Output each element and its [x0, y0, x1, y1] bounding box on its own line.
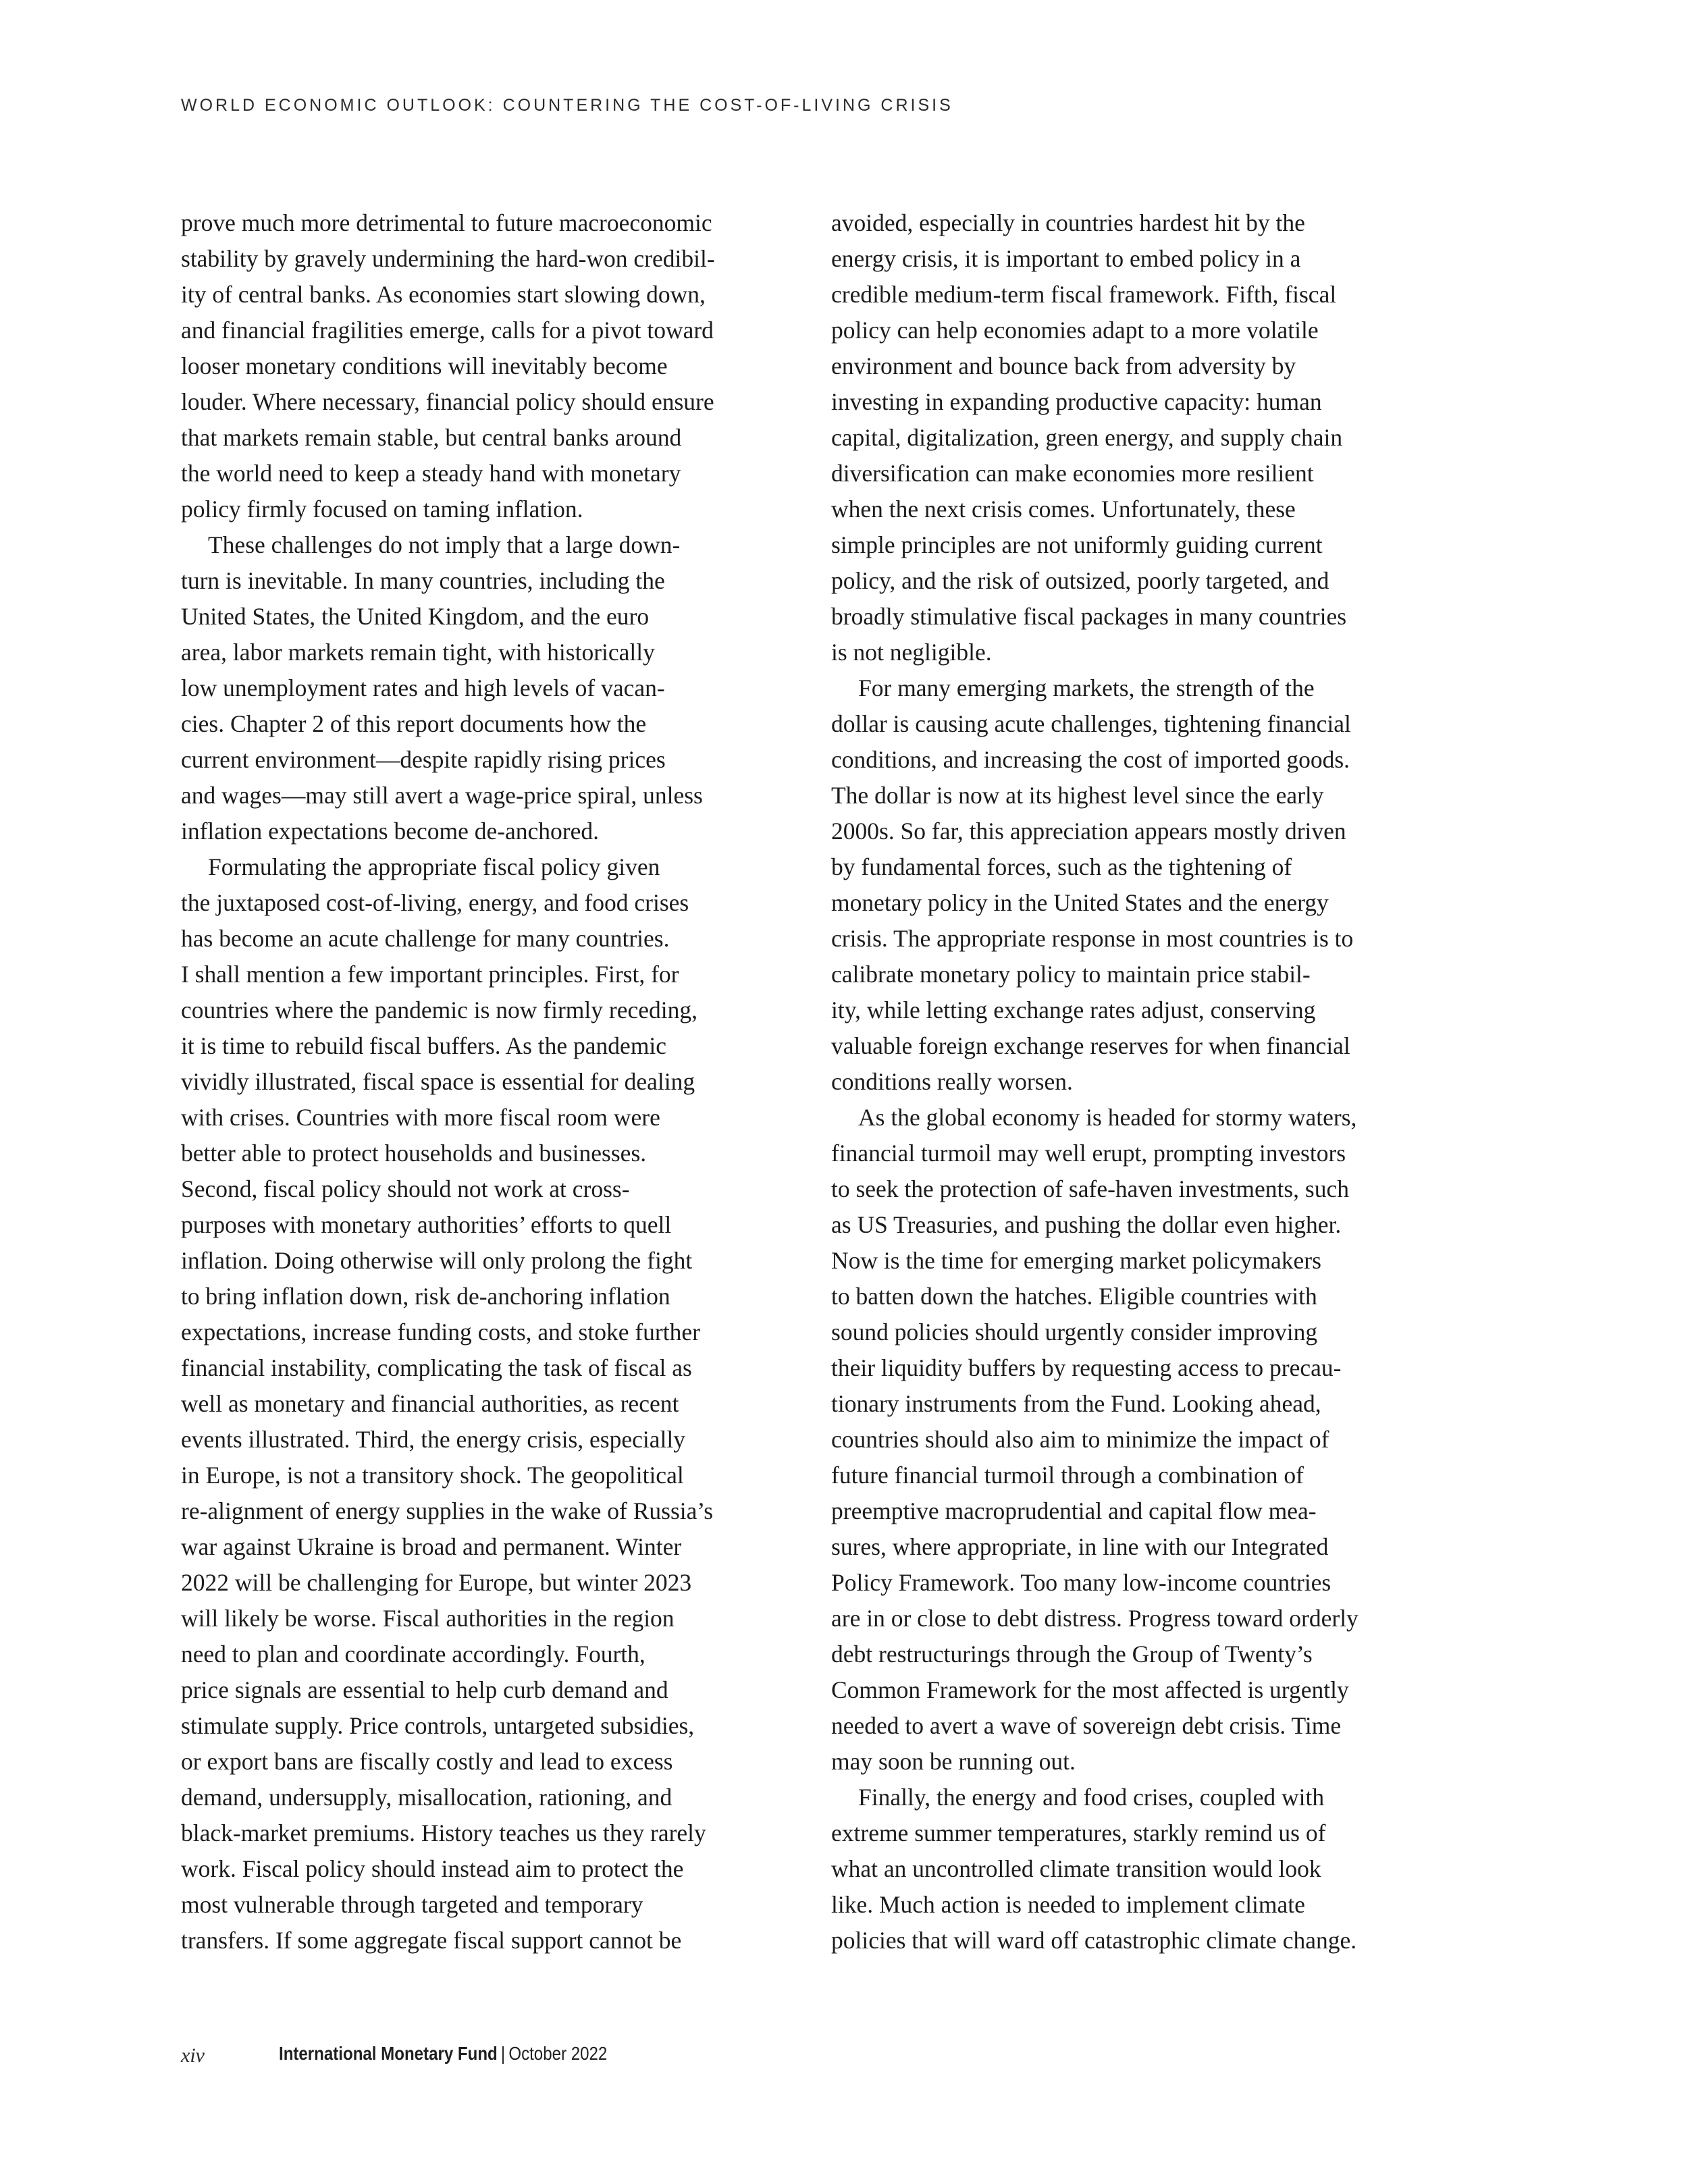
text-line: sound policies should urgently consider improving [831, 1319, 1318, 1346]
text-line: will likely be worse. Fiscal authorities in the region [181, 1605, 675, 1632]
text-line: simple principles are not uniformly guiding current [831, 531, 1323, 558]
text-line: calibrate monetary policy to maintain price stabil- [831, 961, 1311, 988]
text-line: I shall mention a few important principles. First, for [181, 961, 679, 988]
text-line: The dollar is now at its highest level since the early [831, 782, 1324, 809]
text-line: purposes with monetary authorities’ efforts to quell [181, 1211, 672, 1238]
text-line: most vulnerable through targeted and temporary [181, 1891, 643, 1918]
text-line: war against Ukraine is broad and permanent. Winter [181, 1533, 682, 1560]
text-line: expectations, increase funding costs, and stoke further [181, 1319, 700, 1346]
text-line: As the global economy is headed for stormy waters, [858, 1104, 1357, 1131]
text-line: Finally, the energy and food crises, coupled with [858, 1784, 1325, 1811]
text-line: investing in expanding productive capacity: human [831, 388, 1322, 415]
text-line: their liquidity buffers by requesting access to precau- [831, 1354, 1342, 1381]
text-line: transfers. If some aggregate fiscal support cannot be [181, 1927, 682, 1954]
text-line: the world need to keep a steady hand with monetary [181, 460, 681, 487]
text-line: has become an acute challenge for many countries. [181, 925, 670, 952]
text-line: and wages—may still avert a wage-price spiral, unless [181, 782, 703, 809]
text-line: to batten down the hatches. Eligible countries with [831, 1283, 1317, 1310]
text-line: ity of central banks. As economies start slowing down, [181, 281, 706, 308]
text-line: policy firmly focused on taming inflation. [181, 496, 583, 523]
text-line: inflation. Doing otherwise will only prolong the fight [181, 1247, 693, 1274]
text-line: like. Much action is needed to implement climate [831, 1891, 1305, 1918]
text-line: prove much more detrimental to future macroeconomic [181, 209, 712, 236]
text-line: it is time to rebuild fiscal buffers. As the pandemic [181, 1032, 667, 1059]
text-line: what an uncontrolled climate transition would look [831, 1855, 1321, 1882]
text-line: conditions, and increasing the cost of imported goods. [831, 746, 1350, 773]
text-line: price signals are essential to help curb demand and [181, 1676, 668, 1703]
text-line: that markets remain stable, but central banks around [181, 424, 682, 451]
text-line: Second, fiscal policy should not work at cross- [181, 1175, 630, 1202]
text-line: financial turmoil may well erupt, prompting investors [831, 1140, 1346, 1167]
text-line: needed to avert a wave of sovereign debt crisis. Time [831, 1712, 1342, 1739]
text-line: the juxtaposed cost-of-living, energy, and food crises [181, 889, 689, 916]
text-line: countries should also aim to minimize the impact of [831, 1426, 1329, 1453]
text-line: and financial fragilities emerge, calls for a pivot toward [181, 317, 714, 344]
text-line: are in or close to debt distress. Progress toward orderly [831, 1605, 1359, 1632]
text-line: re-alignment of energy supplies in the wake of Russia’s [181, 1497, 714, 1524]
text-line: For many emerging markets, the strength of the [858, 674, 1315, 701]
text-line: to seek the protection of safe-haven investments, such [831, 1175, 1349, 1202]
text-line: future financial turmoil through a combination of [831, 1462, 1304, 1489]
text-line: turn is inevitable. In many countries, including the [181, 567, 665, 594]
page-number: xiv [181, 2044, 205, 2067]
text-line: black-market premiums. History teaches us they rarely [181, 1819, 706, 1846]
text-line: or export bans are fiscally costly and lead to excess [181, 1748, 673, 1775]
text-line: vividly illustrated, fiscal space is essential for dealing [181, 1068, 695, 1095]
text-line: These challenges do not imply that a large down- [208, 531, 681, 558]
running-header: WORLD ECONOMIC OUTLOOK: COUNTERING THE COST-OF-LIVING CRISIS [181, 96, 953, 115]
text-line: current environment—despite rapidly rising prices [181, 746, 666, 773]
text-line: with crises. Countries with more fiscal room were [181, 1104, 660, 1131]
right-text-column [831, 205, 1500, 1959]
text-line: sures, where appropriate, in line with our Integrated [831, 1533, 1329, 1560]
text-line: inflation expectations become de-anchored. [181, 818, 600, 845]
text-line: 2022 will be challenging for Europe, but winter 2023 [181, 1569, 692, 1596]
text-line: tionary instruments from the Fund. Looking ahead, [831, 1390, 1321, 1417]
text-line: may soon be running out. [831, 1748, 1076, 1775]
text-line: is not negligible. [831, 639, 992, 666]
footer-organization: International Monetary Fund [279, 2043, 498, 2064]
footer-separator: | [500, 2043, 506, 2064]
text-line: preemptive macroprudential and capital flow mea- [831, 1497, 1317, 1524]
text-line: valuable foreign exchange reserves for when financial [831, 1032, 1350, 1059]
text-line: energy crisis, it is important to embed policy in a [831, 245, 1301, 272]
text-line: countries where the pandemic is now firmly receding, [181, 996, 697, 1023]
text-line: cies. Chapter 2 of this report documents how the [181, 710, 647, 737]
text-line: Policy Framework. Too many low-income countries [831, 1569, 1331, 1596]
text-line: debt restructurings through the Group of Twenty’s [831, 1641, 1313, 1668]
text-line: stimulate supply. Price controls, untargeted subsidies, [181, 1712, 695, 1739]
footer-credit [279, 2043, 607, 2065]
text-line: when the next crisis comes. Unfortunately, these [831, 496, 1296, 523]
text-line: extreme summer temperatures, starkly remind us of [831, 1819, 1326, 1846]
text-line: dollar is causing acute challenges, tightening financial [831, 710, 1351, 737]
text-line: avoided, especially in countries hardest hit by the [831, 209, 1305, 236]
text-line: financial instability, complicating the task of fiscal as [181, 1354, 692, 1381]
text-line: need to plan and coordinate accordingly. Fourth, [181, 1641, 645, 1668]
text-line: capital, digitalization, green energy, and supply chain [831, 424, 1343, 451]
text-line: diversification can make economies more resilient [831, 460, 1314, 487]
text-line: broadly stimulative fiscal packages in many countries [831, 603, 1347, 630]
text-line: ity, while letting exchange rates adjust, conserving [831, 996, 1316, 1023]
text-line: policy can help economies adapt to a more volatile [831, 317, 1319, 344]
text-line: credible medium-term fiscal framework. Fifth, fiscal [831, 281, 1337, 308]
text-line: area, labor markets remain tight, with historically [181, 639, 655, 666]
left-text-column [181, 205, 849, 1959]
text-line: United States, the United Kingdom, and the euro [181, 603, 650, 630]
text-line: Formulating the appropriate fiscal policy given [208, 853, 660, 880]
text-line: conditions really worsen. [831, 1068, 1073, 1095]
text-line: work. Fiscal policy should instead aim to protect the [181, 1855, 684, 1882]
text-line: events illustrated. Third, the energy crisis, especially [181, 1426, 685, 1453]
text-line: as US Treasuries, and pushing the dollar even higher. [831, 1211, 1342, 1238]
text-line: policies that will ward off catastrophic climate change. [831, 1927, 1357, 1954]
text-line: better able to protect households and businesses. [181, 1140, 647, 1167]
text-line: monetary policy in the United States and the energy [831, 889, 1329, 916]
text-line: environment and bounce back from adversity by [831, 352, 1296, 379]
text-line: policy, and the risk of outsized, poorly targeted, and [831, 567, 1329, 594]
text-line: demand, undersupply, misallocation, rationing, and [181, 1784, 672, 1811]
text-line: stability by gravely undermining the hard-won credibil- [181, 245, 715, 272]
text-line: to bring inflation down, risk de-anchoring inflation [181, 1283, 670, 1310]
text-line: looser monetary conditions will inevitably become [181, 352, 668, 379]
text-line: Common Framework for the most affected is urgently [831, 1676, 1349, 1703]
text-line: in Europe, is not a transitory shock. The geopolitical [181, 1462, 684, 1489]
text-line: louder. Where necessary, financial policy should ensure [181, 388, 714, 415]
text-line: by fundamental forces, such as the tightening of [831, 853, 1292, 880]
text-line: 2000s. So far, this appreciation appears mostly driven [831, 818, 1346, 845]
text-line: well as monetary and financial authorities, as recent [181, 1390, 679, 1417]
text-line: low unemployment rates and high levels of vacan- [181, 674, 665, 701]
text-line: crisis. The appropriate response in most countries is to [831, 925, 1354, 952]
text-line: Now is the time for emerging market policymakers [831, 1247, 1321, 1274]
footer-date: October 2022 [508, 2043, 608, 2064]
